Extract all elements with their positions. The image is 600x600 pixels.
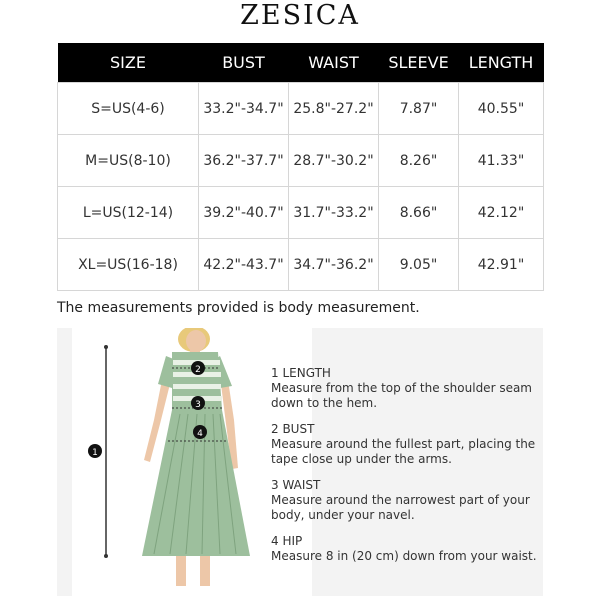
table-row [58, 239, 544, 291]
instruction-desc: Measure 8 in (20 cm) down from your waist. [271, 549, 537, 563]
length-cell: 42.91" [459, 239, 544, 291]
length-line-bottom-dot [104, 554, 108, 558]
marker-length-label: 1 [92, 448, 98, 458]
instruction-desc: Measure from the top of the shoulder seam down to the hem. [271, 381, 532, 410]
measurement-note: The measurements provided is body measurement. [57, 300, 420, 316]
table-row [58, 187, 544, 239]
instruction-desc: Measure around the narrowest part of your body, under your navel. [271, 493, 530, 522]
waist-cell: 34.7"-36.2" [289, 239, 379, 291]
instruction-title: 3 WAIST [271, 478, 321, 492]
model-illustration [80, 328, 260, 596]
sleeve-cell: 8.26" [379, 135, 459, 187]
bust-cell: 33.2"-34.7" [199, 83, 289, 135]
instruction-length [271, 366, 541, 411]
bust-cell: 36.2"-37.7" [199, 135, 289, 187]
marker-hip-label: 4 [197, 429, 203, 439]
waist-cell: 31.7"-33.2" [289, 187, 379, 239]
size-cell: XL=US(16-18) [58, 239, 199, 291]
header-bust: BUST [199, 43, 289, 83]
length-cell: 42.12" [459, 187, 544, 239]
size-cell: L=US(12-14) [58, 187, 199, 239]
instruction-title: 4 HIP [271, 534, 303, 548]
sleeve-cell: 9.05" [379, 239, 459, 291]
illustration-panel-left [57, 328, 72, 596]
sleeve-cell: 8.66" [379, 187, 459, 239]
size-chart-table [57, 43, 544, 291]
header-length: LENGTH [459, 43, 544, 83]
marker-bust-label: 2 [195, 365, 201, 375]
bust-cell: 39.2"-40.7" [199, 187, 289, 239]
instruction-bust [271, 422, 541, 467]
size-cell: S=US(4-6) [58, 83, 199, 135]
waist-cell: 25.8"-27.2" [289, 83, 379, 135]
model-right-leg [200, 556, 210, 586]
header-sleeve: SLEEVE [379, 43, 459, 83]
waist-cell: 28.7"-30.2" [289, 135, 379, 187]
length-cell: 40.55" [459, 83, 544, 135]
header-size: SIZE [58, 43, 199, 83]
table-row [58, 135, 544, 187]
instruction-title: 2 BUST [271, 422, 315, 436]
table-row [58, 83, 544, 135]
header-waist: WAIST [289, 43, 379, 83]
sleeve-cell: 7.87" [379, 83, 459, 135]
brand-logo: ZESICA [240, 0, 360, 31]
instruction-waist [271, 478, 541, 523]
size-cell: M=US(8-10) [58, 135, 199, 187]
measurement-instructions [271, 366, 541, 575]
marker-waist-label: 3 [195, 400, 201, 410]
table-header-row [58, 43, 544, 83]
length-cell: 41.33" [459, 135, 544, 187]
instruction-hip [271, 534, 541, 564]
bodice-stripe [173, 384, 221, 389]
instruction-desc: Measure around the fullest part, placing the tape close up under the arms. [271, 437, 536, 466]
length-line-top-dot [104, 345, 108, 349]
bust-cell: 42.2"-43.7" [199, 239, 289, 291]
model-left-leg [176, 556, 186, 586]
instruction-title: 1 LENGTH [271, 366, 331, 380]
